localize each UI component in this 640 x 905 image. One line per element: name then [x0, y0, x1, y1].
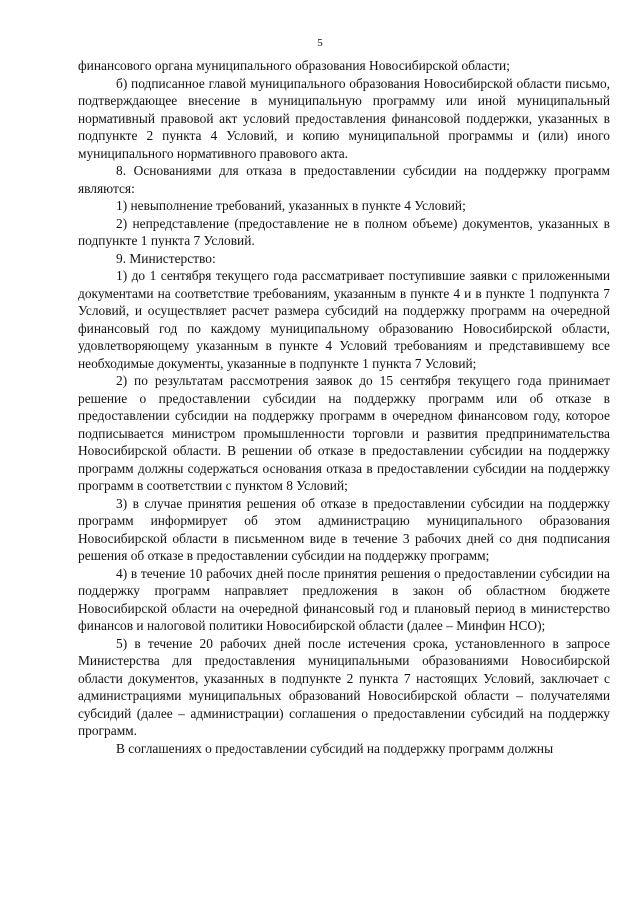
paragraph: б) подписанное главой муниципального образования Новосибирской области письмо, подтверждающее внесение в муниципальную программу или иной муниципальный нормативный правовой акт условий предоставления финансовой поддержки, указанных в подпункте 2 пункта 4 Условий, и копию муниципальной программы и (или) иного муниципального нормативного правового акта.	[78, 75, 610, 161]
paragraph: финансового органа муниципального образования Новосибирской области;	[78, 58, 510, 73]
paragraph: 8. Основаниями для отказа в предоставлении субсидии на поддержку программ являются:	[78, 163, 610, 196]
paragraph: 1) до 1 сентября текущего года рассматривает поступившие заявки с приложенными документами на соответствие требованиям, указанным в пункте 4 и в пункте 1 подпункта 7 Условий, и осуществляет расчет размера субсидий на поддержку программ на очередной финансовый год по каждому муниципальному образованию Новосибирской области, удовлетворяющему указанным в пункте 4 Условий требованиям и представившему все необходимые документы, указанные в подпункте 1 пункта 7 Условий;	[78, 268, 610, 371]
paragraph: 5) в течение 20 рабочих дней после истечения срока, установленного в запросе Министерства для предоставления муниципальными образованиями Новосибирской области документов, указанных в подпункте 2 пункта 7 настоящих Условий, заключает с администрациями муниципальных образований Новосибирской области – получателями субсидий (далее – администрации) соглашения о предоставлении субсидий на поддержку программ.	[78, 635, 610, 738]
paragraph: В соглашениях о предоставлении субсидий на поддержку программ должны	[116, 740, 554, 756]
paragraph: 9. Министерство:	[116, 250, 216, 266]
paragraph: 1) невыполнение требований, указанных в пункте 4 Условий;	[116, 198, 466, 213]
paragraph: 2) по результатам рассмотрения заявок до 15 сентября текущего года принимает решение о предоставлении субсидии на поддержку программ или об отказе в предоставлении субсидии на поддержку программ в очередном финансовом году, которое подписывается министром промышленности торговли и развития предпринимательства Новосибирской области. В решении об отказе в предоставлении субсидии на поддержку программ должны содержаться основания отказа в предоставлении субсидии на поддержку программ в соответствии с пунктом 8 Условий;	[78, 373, 610, 493]
document-body	[78, 57, 610, 757]
paragraph: 2) непредставление (предоставление не в полном объеме) документов, указанных в подпункте 1 пункта 7 Условий.	[78, 215, 610, 248]
paragraph: 4) в течение 10 рабочих дней после принятия решения о предоставлении субсидии на поддержку программ направляет предложения в закон об областном бюджете Новосибирской области на очередной финансовый год и плановый период в министерство финансов и налоговой политики Новосибирской области (далее – Минфин НСО);	[78, 565, 610, 633]
page-number: 5	[317, 37, 323, 49]
paragraph: 3) в случае принятия решения об отказе в предоставлении субсидии на поддержку программ информирует об этом администрацию муниципального образования Новосибирской области в письменном виде в течение 3 рабочих дней со дня подписания решения об отказе в предоставлении субсидии на поддержку программ;	[78, 495, 610, 563]
